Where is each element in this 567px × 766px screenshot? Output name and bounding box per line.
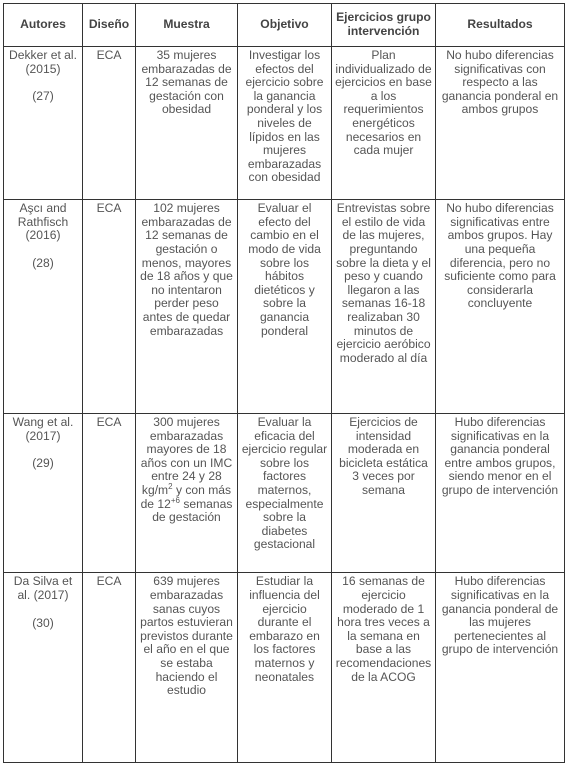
cell-diseno: ECA: [83, 414, 136, 573]
table-row: [4, 414, 565, 573]
cell-muestra: [136, 414, 238, 573]
muestra-text-a: 300 mujeres embarazadas mayores de 18 años con un IMC entre 24 y 28 kg/m: [140, 415, 233, 498]
cell-diseno: ECA: [83, 573, 136, 763]
cell-autor: [4, 414, 83, 573]
cell-objetivo: Estudiar la influencia del ejercicio durante el embarazo en los factores maternos y neonatales: [238, 573, 332, 763]
header-resultados: Resultados: [436, 4, 565, 47]
header-autores: Autores: [4, 4, 83, 47]
cell-autor: [4, 200, 83, 414]
cell-muestra: 639 mujeres embarazadas sanas cuyos partos estuvieran previstos durante el año en el que se estaba haciendo el estudio: [136, 573, 238, 763]
cell-muestra: 35 mujeres embarazadas de 12 semanas de gestación con obesidad: [136, 47, 238, 200]
header-diseno: Diseño: [83, 4, 136, 47]
muestra-superscript-1: 2: [168, 482, 173, 491]
header-muestra: Muestra: [136, 4, 238, 47]
muestra-superscript-2: +6: [170, 495, 180, 505]
cell-objetivo: Evaluar el efecto del cambio en el modo de vida sobre los hábitos dietéticos y sobre la ganancia ponderal: [238, 200, 332, 414]
cell-diseno: ECA: [83, 47, 136, 200]
ref-number: (27): [32, 89, 54, 104]
muestra-text-c: semanas de gestación: [152, 496, 233, 525]
cell-ejercicios: Plan individualizado de ejercicios en base a los requerimientos energéticos necesarios en cada mujer: [332, 47, 436, 200]
header-ejercicios: Ejercicios grupo intervención: [332, 4, 436, 47]
header-objetivo: Objetivo: [238, 4, 332, 47]
cell-objetivo: Evaluar la eficacia del ejercicio regular sobre los factores maternos, especialmente sobre la diabetes gestacional: [238, 414, 332, 573]
cell-resultados: Hubo diferencias significativas en la ganancia ponderal de las mujeres pertenecientes al grupo de intervención: [436, 573, 565, 763]
table-row: [4, 573, 565, 763]
autor-name: Da Silva et al. (2017): [13, 574, 73, 602]
ref-number: (28): [32, 256, 54, 271]
cell-ejercicios: 16 semanas de ejercicio moderado de 1 hora tres veces a la semana en base a las recomendaciones de la ACOG: [332, 573, 436, 763]
muestra-text-b: y con más de 12: [140, 483, 232, 511]
ref-number: (30): [32, 615, 54, 630]
cell-resultados: No hubo diferencias significativas con respecto a las ganancia ponderal en ambos grupos: [436, 47, 565, 200]
cell-objetivo: Investigar los efectos del ejercicio sobre la ganancia ponderal y los niveles de lípidos en las mujeres embarazadas con obesidad: [238, 47, 332, 200]
cell-resultados: Hubo diferencias significativas en la ganancia ponderal entre ambos grupos, siendo menor en el grupo de intervención: [436, 414, 565, 573]
cell-diseno: ECA: [83, 200, 136, 414]
table-row: [4, 200, 565, 414]
ref-number: (29): [32, 456, 54, 471]
studies-table: [3, 3, 565, 763]
cell-ejercicios: Ejercicios de intensidad moderada en bicicleta estática 3 veces por semana: [332, 414, 436, 573]
header-row: [4, 4, 565, 47]
autor-name: Aşcı and Rathfisch (2016): [17, 201, 69, 243]
autor-name: Wang et al. (2017): [12, 415, 74, 443]
cell-autor: [4, 573, 83, 763]
table-row: [4, 47, 565, 200]
cell-resultados: No hubo diferencias significativas entre ambos grupos. Hay una pequeña diferencia, pero no suficiente como para considerarla concluyente: [436, 200, 565, 414]
cell-ejercicios: Entrevistas sobre el estilo de vida de las mujeres, preguntando sobre la dieta y el peso y cuando llegaron a las semanas 16-18 realizaban 30 minutos de ejercicio aeróbico moderado al día: [332, 200, 436, 414]
cell-muestra: 102 mujeres embarazadas de 12 semanas de gestación o menos, mayores de 18 años y que no intentaron perder peso antes de quedar embarazadas: [136, 200, 238, 414]
autor-name: Dekker et al. (2015): [9, 48, 77, 76]
cell-autor: [4, 47, 83, 200]
